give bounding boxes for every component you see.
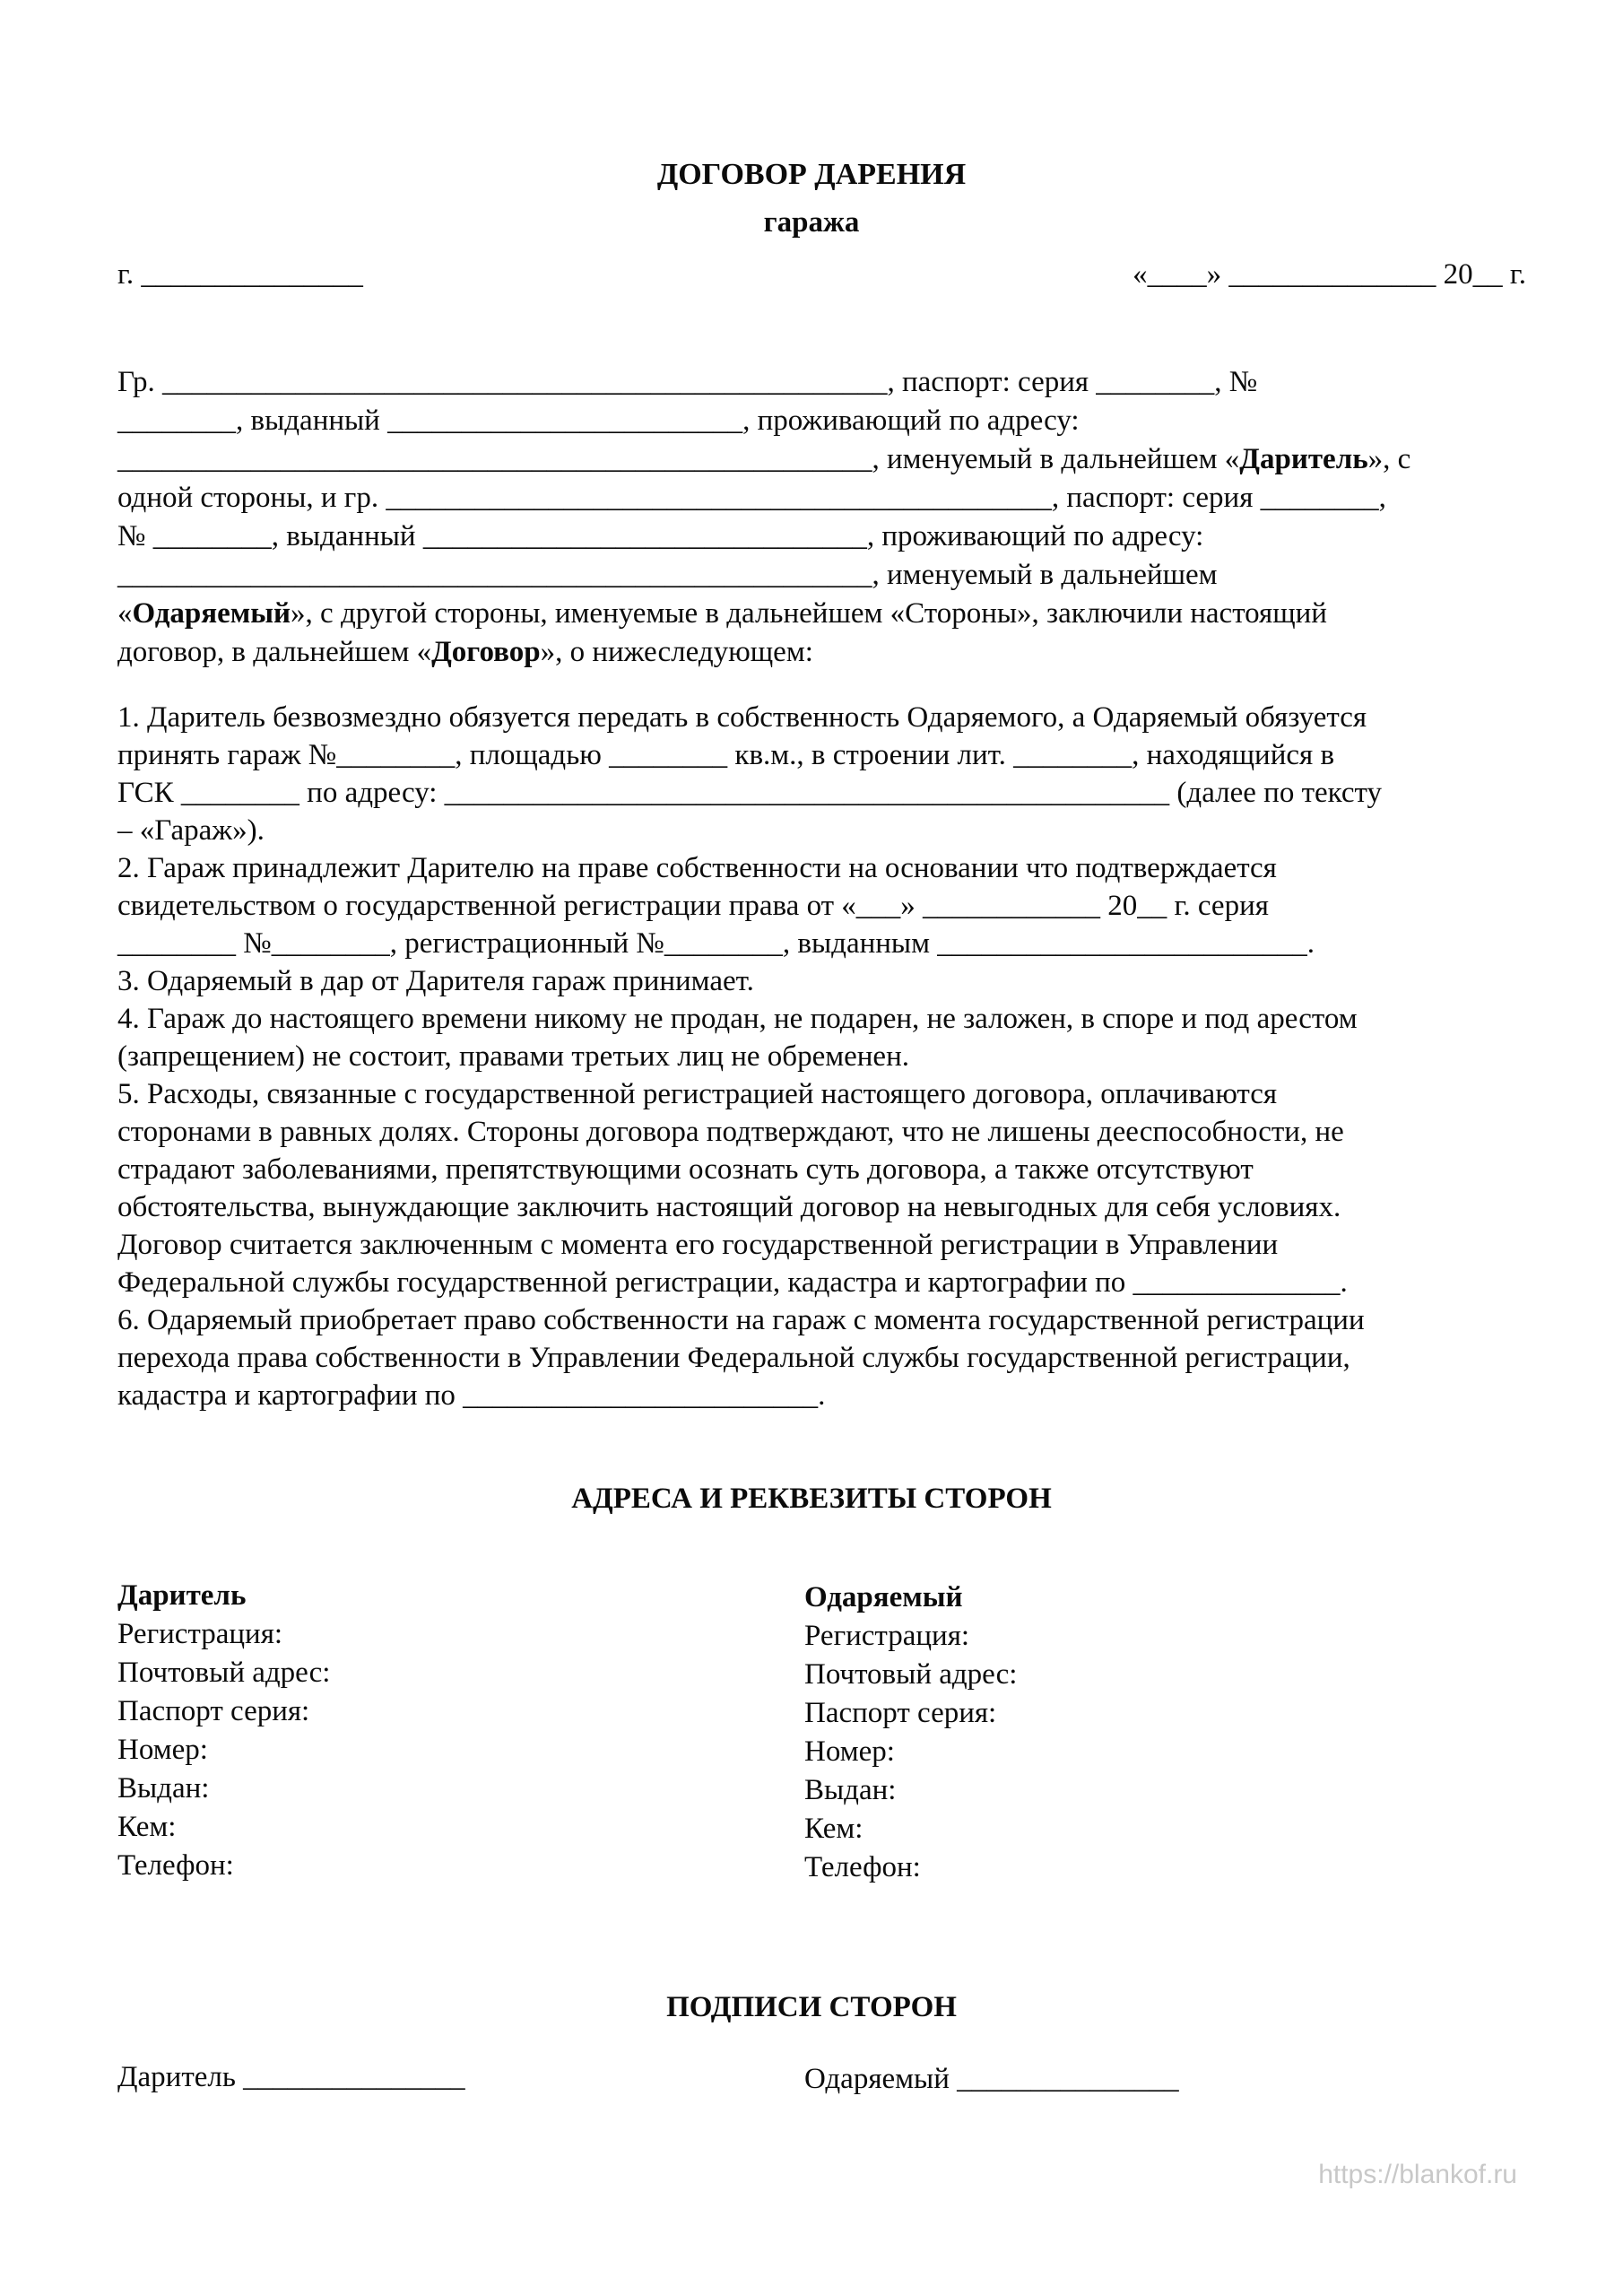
body-line: 6. Одаряемый приобретает право собственности на гараж с момента государственной регистрации — [117, 1304, 1365, 1336]
intro-line: «Одаряемый», с другой стороны, именуемые в дальнейшем «Стороны», заключили настоящий — [117, 597, 1327, 630]
body-line: (запрещением) не состоит, правами третьих лиц не обременен. — [117, 1040, 909, 1073]
donor-field: Регистрация: — [117, 1618, 283, 1650]
donor-field: Кем: — [117, 1811, 177, 1843]
donee-field: Кем: — [804, 1813, 864, 1845]
body-line: свидетельством о государственной регистрации права от «___» ____________ 20__ г. серия — [117, 890, 1269, 922]
donor-signature-line: Даритель _______________ — [117, 2061, 465, 2093]
contract-term: Договор — [431, 636, 541, 668]
donee-field: Почтовый адрес: — [804, 1658, 1018, 1691]
body-line: сторонами в равных долях. Стороны договора подтверждают, что не лишены дееспособности, не — [117, 1116, 1344, 1148]
donee-field: Номер: — [804, 1735, 895, 1768]
donor-term: Даритель — [1239, 443, 1368, 475]
body-line: 2. Гараж принадлежит Дарителю на праве собственности на основании что подтверждается — [117, 852, 1277, 884]
intro-line: ________, выданный ________________________, проживающий по адресу: — [117, 404, 1080, 437]
body-line: Договор считается заключенным с момента его государственной регистрации в Управлении — [117, 1229, 1279, 1261]
watermark-link[interactable]: https://blankof.ru — [1318, 2160, 1517, 2189]
donor-field: Почтовый адрес: — [117, 1657, 331, 1689]
city-field: г. _______________ — [117, 258, 363, 291]
donee-term: Одаряемый — [132, 597, 291, 630]
body-line: кадастра и картографии по ________________________. — [117, 1379, 826, 1412]
donee-field: Паспорт серия: — [804, 1697, 997, 1729]
intro-line: ___________________________________________________, именуемый в дальнейшем — [117, 559, 1218, 591]
addresses-heading: АДРЕСА И РЕКВЕЗИТЫ СТОРОН — [571, 1483, 1052, 1515]
body-line: страдают заболеваниями, препятствующими осознать суть договора, а также отсутствуют — [117, 1153, 1254, 1186]
donee-signature-line: Одаряемый _______________ — [804, 2063, 1179, 2095]
document-subtitle: гаража — [763, 206, 860, 239]
intro-line: № ________, выданный ______________________________, проживающий по адресу: — [117, 520, 1204, 552]
body-line: 5. Расходы, связанные с государственной регистрацией настоящего договора, оплачиваются — [117, 1078, 1278, 1110]
intro-line: ___________________________________________________, именуемый в дальнейшем «Даритель», с — [117, 443, 1411, 475]
donor-field: Паспорт серия: — [117, 1695, 310, 1727]
date-field: «____» ______________ 20__ г. — [1133, 258, 1526, 291]
donee-field: Регистрация: — [804, 1620, 970, 1652]
intro-line: одной стороны, и гр. _____________________________________________, паспорт: серия ________, — [117, 482, 1386, 514]
donee-title: Одаряемый — [804, 1581, 963, 1613]
body-line: 1. Даритель безвозмездно обязуется передать в собственность Одаряемого, а Одаряемый обязуется — [117, 701, 1367, 734]
body-line: 4. Гараж до настоящего времени никому не продан, не подарен, не заложен, в споре и под арестом — [117, 1003, 1358, 1035]
donor-field: Номер: — [117, 1734, 208, 1766]
donee-field: Телефон: — [804, 1851, 921, 1883]
body-line: – «Гараж»). — [117, 814, 265, 847]
donee-field: Выдан: — [804, 1774, 897, 1806]
body-line: принять гараж №________, площадью ________ кв.м., в строении лит. ________, находящийся в — [117, 739, 1335, 771]
body-line: Федеральной службы государственной регистрации, кадастра и картографии по ______________. — [117, 1266, 1348, 1299]
donor-field: Выдан: — [117, 1772, 210, 1805]
intro-line: Гр. _________________________________________________, паспорт: серия ________, № — [117, 366, 1258, 398]
body-line: перехода права собственности в Управлении Федеральной службы государственной регистрации, — [117, 1342, 1350, 1374]
body-line: ГСК ________ по адресу: _________________________________________________ (далее по тексту — [117, 777, 1382, 809]
donor-title: Даритель — [117, 1579, 247, 1612]
document-title: ДОГОВОР ДАРЕНИЯ — [656, 158, 967, 191]
body-line: 3. Одаряемый в дар от Дарителя гараж принимает. — [117, 965, 754, 997]
intro-line: договор, в дальнейшем «Договор», о нижеследующем: — [117, 636, 813, 668]
donor-field: Телефон: — [117, 1849, 234, 1882]
body-line: обстоятельства, вынуждающие заключить настоящий договор на невыгодных для себя условиях. — [117, 1191, 1341, 1223]
signatures-heading: ПОДПИСИ СТОРОН — [666, 1991, 957, 2023]
body-line: ________ №________, регистрационный №________, выданным _________________________. — [117, 927, 1315, 960]
